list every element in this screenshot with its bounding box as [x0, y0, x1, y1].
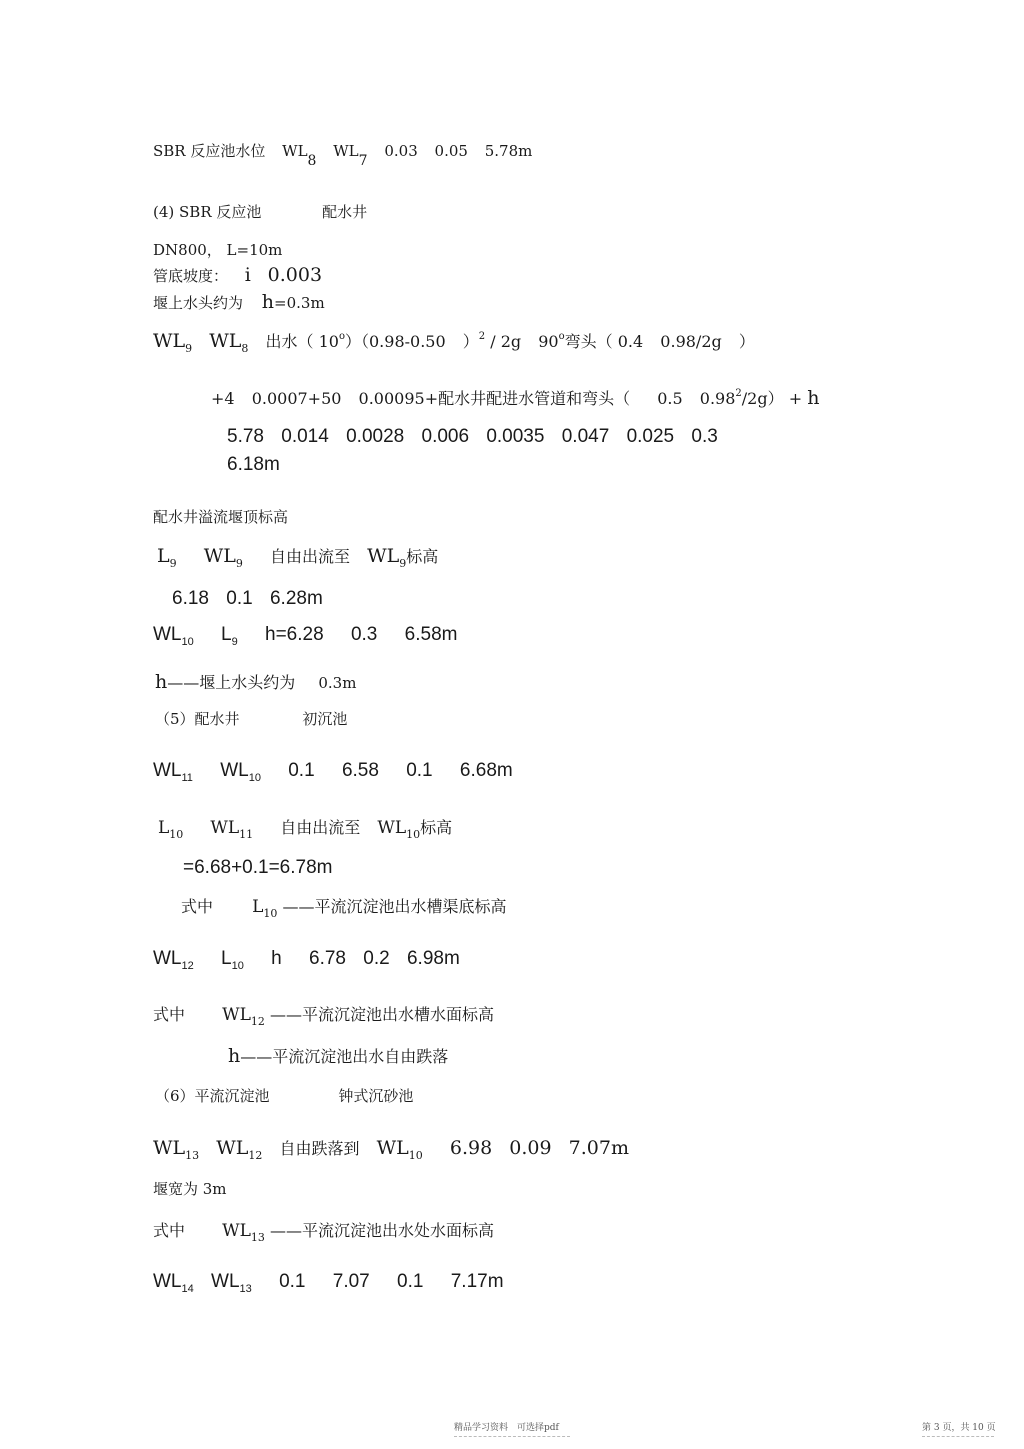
- footer-page-number: 第 3 页，共 10 页: [922, 1423, 996, 1433]
- l9-values: 6.18 0.1 6.28m: [172, 588, 323, 609]
- weir-width-line: 堰宽为 3m: [153, 1180, 227, 1198]
- h2-definition: h——平流沉淀池出水自由跌落: [228, 1045, 449, 1067]
- l10-definition: 式中 $L_{10}$ ——平流沉淀池出水槽渠底标高: [181, 897, 507, 920]
- slope-line: 管底坡度： i 0.003: [153, 264, 323, 286]
- l10-line: $L_{10}$ $WL_{11}$ 自由出流至 $WL_{10}$标高: [158, 818, 453, 841]
- wl14-line: $WL_{14}$ $WL_{13}$ 0.1 7.07 0.1 7.17m: [153, 1271, 504, 1295]
- weir-head-line: 堰上水头约为 h=0.3m: [153, 291, 325, 313]
- section-4-heading: (4) SBR 反应池 配水井: [153, 203, 368, 221]
- weir-top-heading: 配水井溢流堰顶标高: [153, 508, 289, 526]
- wl11-line: $WL_{11}$ $WL_{10}$ 0.1 6.58 0.1 6.68m: [153, 760, 513, 784]
- equation-continuation: +4 0.0007+50 0.00095+配水井配进水管道和弯头（ 0.5 0.98$^2$/2g） + h: [211, 387, 820, 409]
- wl12-line: $WL_{12}$ $L_{10}$ h 6.78 0.2 6.98m: [153, 948, 460, 972]
- sbr-level-line: SBR 反应池水位 WL8 WL7 0.03 0.05 5.78m: [153, 142, 533, 169]
- l9-line: $L_9$ $WL_9$ 自由出流至 $WL_9$标高: [157, 545, 439, 570]
- footer-mid: 可选择pdf: [517, 1423, 559, 1433]
- section-6-heading: （6）平流沉淀池 钟式沉砂池: [155, 1087, 414, 1105]
- wl12-definition: 式中 $WL_{12}$ ——平流沉淀池出水槽水面标高: [153, 1005, 494, 1028]
- footer-left-dashes: [454, 1436, 570, 1437]
- footer-right-dashes: [922, 1436, 994, 1437]
- footer-left: 精品学习资料: [454, 1423, 509, 1433]
- wl13-definition: 式中 $WL_{13}$ ——平流沉淀池出水处水面标高: [153, 1221, 494, 1244]
- equation-values: 5.78 0.014 0.0028 0.006 0.0035 0.047 0.025 0.3: [227, 426, 718, 447]
- wl13-line: $WL_{13}$ $WL_{12}$ 自由跌落到 $WL_{10}$ 6.98 0.09 7.07m: [153, 1137, 629, 1162]
- dn800-line: DN800， L=10m: [153, 241, 283, 259]
- section-5-heading: （5）配水井 初沉池: [155, 710, 348, 728]
- l10-value: =6.68+0.1=6.78m: [183, 857, 333, 878]
- wl9-equation: $WL_9$ $WL_8$ 出水（ 10$^o$）（0.98-0.50 ）$^2$ / 2g 90$^o$弯头（ 0.4 0.98/2g ）: [153, 330, 755, 355]
- equation-result: 6.18m: [227, 454, 280, 475]
- label: SBR 反应池水位: [153, 142, 266, 160]
- h-definition: h——堰上水头约为 0.3m: [155, 671, 357, 693]
- wl10-line: $WL_{10}$ $L_9$ h=6.28 0.3 6.58m: [153, 624, 458, 648]
